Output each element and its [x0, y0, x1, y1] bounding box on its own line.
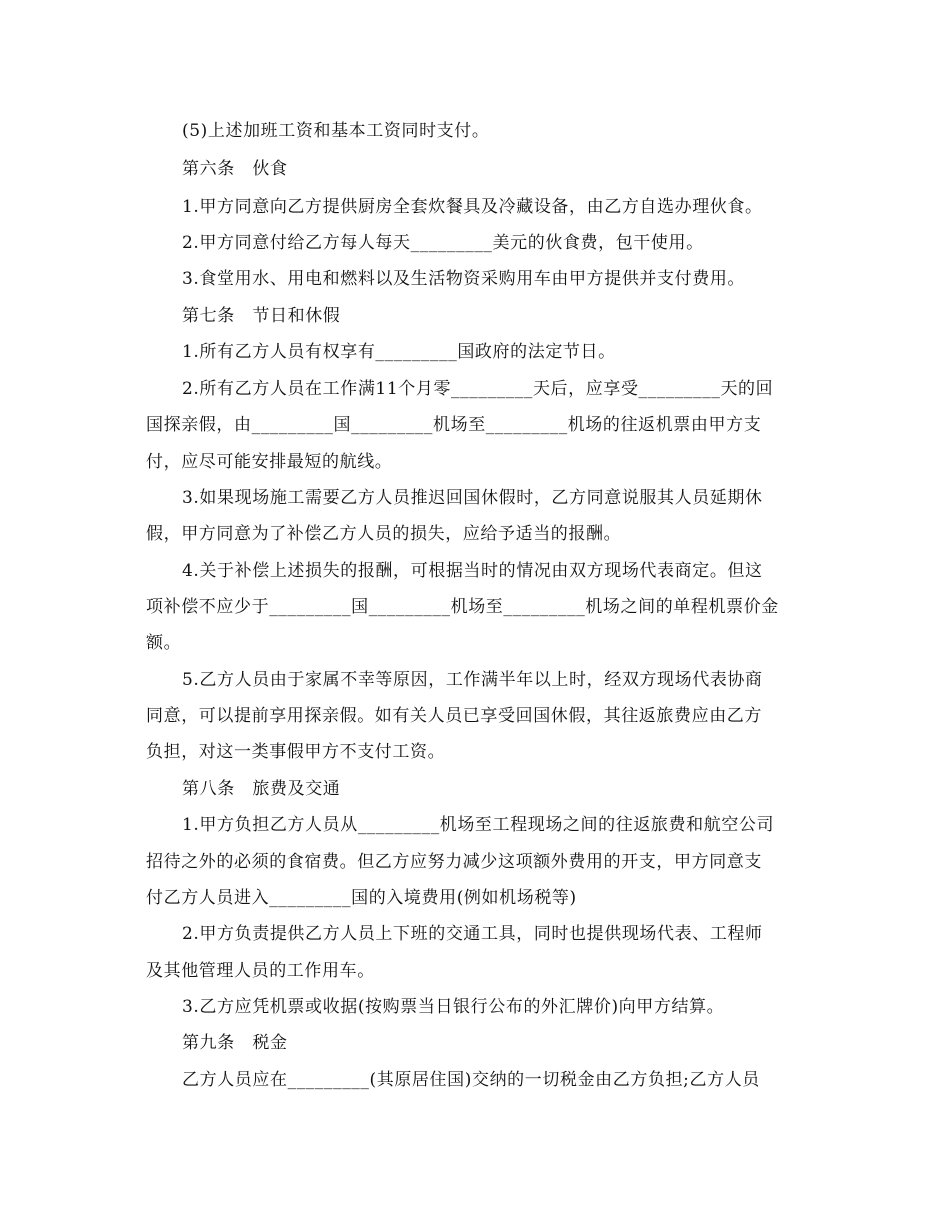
text-line: 3.乙方应凭机票或收据(按购票当日银行公布的外汇牌价)向甲方结算。: [182, 997, 725, 1017]
text-line: 4.关于补偿上述损失的报酬，可根据当时的情况由双方现场代表商定。但这: [182, 561, 763, 581]
text-line: 及其他管理人员的工作用车。: [146, 961, 375, 981]
text-line: 假，甲方同意为了补偿乙方人员的损失，应给予适当的报酬。: [146, 524, 622, 544]
text-line: 1.甲方负担乙方人员从_________机场至工程现场之间的往返旅费和航空公司: [182, 815, 775, 835]
text-line: 负担，对这一类事假甲方不支付工资。: [146, 742, 446, 762]
article-heading: 第六条 伙食: [182, 159, 288, 179]
text-line: 额。: [146, 633, 182, 653]
article-heading: 第八条 旅费及交通: [182, 779, 341, 799]
text-line: 乙方人员应在_________(其原居住国)交纳的一切税金由乙方负担;乙方人员: [182, 1070, 760, 1090]
text-line: 3.如果现场施工需要乙方人员推迟回国休假时，乙方同意说服其人员延期休: [182, 488, 763, 508]
text-line: 1.所有乙方人员有权享有_________国政府的法定节日。: [182, 342, 616, 362]
article-heading: 第七条 节日和休假: [182, 306, 341, 326]
text-line: 1.甲方同意向乙方提供厨房全套炊餐具及冷藏设备，由乙方自选办理伙食。: [182, 197, 763, 217]
text-line: 付乙方人员进入_________国的入境费用(例如机场税等): [146, 888, 577, 908]
text-line: 招待之外的必须的食宿费。但乙方应努力减少这项额外费用的开支，甲方同意支: [146, 852, 762, 872]
text-line: (5)上述加班工资和基本工资同时支付。: [182, 121, 490, 141]
text-line: 项补偿不应少于_________国_________机场至_________机场之间的单程机票价金: [146, 597, 779, 617]
text-line: 2.甲方同意付给乙方每人每天_________美元的伙食费，包干使用。: [182, 233, 704, 253]
text-line: 付，应尽可能安排最短的航线。: [146, 452, 393, 472]
text-line: 2.所有乙方人员在工作满11个月零_________天后，应享受_________天的回: [182, 379, 774, 399]
text-line: 国探亲假，由_________国_________机场至_________机场的往返机票由甲方支: [146, 415, 762, 435]
text-line: 同意，可以提前享用探亲假。如有关人员已享受回国休假，其往返旅费应由乙方: [146, 706, 762, 726]
article-heading: 第九条 税金: [182, 1033, 288, 1053]
text-line: 5.乙方人员由于家属不幸等原因，工作满半年以上时，经双方现场代表协商: [182, 670, 763, 690]
text-line: 3.食堂用水、用电和燃料以及生活物资采购用车由甲方提供并支付费用。: [182, 269, 746, 289]
text-line: 2.甲方负责提供乙方人员上下班的交通工具，同时也提供现场代表、工程师: [182, 924, 763, 944]
